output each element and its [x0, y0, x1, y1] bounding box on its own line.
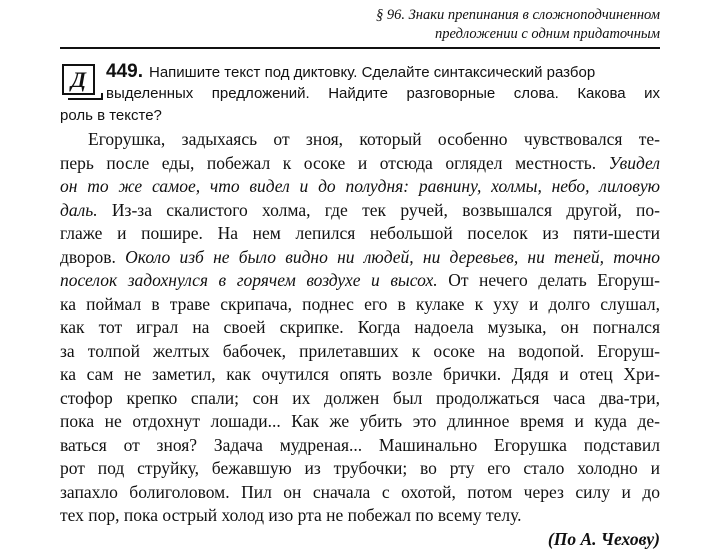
header-rule — [60, 47, 660, 49]
highlighted-sentence-fragment: Увидел — [608, 152, 660, 173]
task-line-1 — [60, 61, 660, 83]
dictation-text — [60, 128, 660, 551]
highlighted-sentence-fragment: Около изб не было видно ни людей, ни деревьев, ни теней, точно — [125, 246, 660, 267]
text-fragment: глаже и пошире. На нем лепился небольшой поселок из пяти-шести — [60, 223, 660, 243]
text-fragment: за толпой желтых бабочек, прилетавших к осоке на водопой. Егоруш- — [60, 340, 660, 361]
text-line — [60, 457, 660, 481]
text-fragment: пока не отдохнут лошади... Как же убить это длинное время и куда де- — [60, 411, 660, 431]
text-line — [60, 152, 660, 176]
text-fragment: рот под струйку, бежавшую из трубочки; во рту его стало холодно и — [60, 458, 660, 478]
instruction-line-1: Напишите текст под диктовку. Сделайте синтаксический разбор — [148, 64, 596, 81]
instruction-line-2: выделенных предложений. Найдите разговорные слова. Какова их — [106, 85, 660, 102]
text-line — [60, 175, 660, 199]
text-fragment: тех пор, пока острый холод изо рта не побежал по всему телу. — [60, 505, 522, 525]
text-line — [60, 387, 660, 411]
text-line — [60, 340, 660, 364]
text-line — [60, 269, 660, 293]
dictation-icon: Д — [62, 64, 95, 95]
highlighted-sentence-fragment: даль. — [60, 199, 98, 220]
text-fragment: запахло болиголовом. Пил он сначала с охотой, потом через силу и до — [60, 481, 660, 502]
text-fragment: Егорушка, задыхаясь от зноя, который особенно чувствовался те- — [88, 129, 660, 149]
running-head-line2: предложении с одним придаточным — [435, 26, 660, 42]
text-fragment: как тот играл на своей скрипке. Когда надоела музыка, он погнался — [60, 317, 660, 337]
text-line — [60, 199, 660, 223]
exercise-number: 449. — [106, 61, 143, 82]
text-line — [60, 434, 660, 458]
text-line — [60, 363, 660, 387]
highlighted-sentence-fragment: поселок задохнулся в горячем воздухе и высох. — [60, 270, 438, 290]
text-fragment: Из-за скалистого холма, где тек ручей, возвышался другой, по- — [97, 199, 660, 220]
text-line — [60, 481, 660, 505]
text-fragment: перь после еды, побежал к осоке и отсюда оглядел местность. — [60, 152, 609, 173]
text-line — [60, 504, 660, 528]
text-line — [60, 246, 660, 270]
highlighted-sentence-fragment: он то же самое, что видел и до полудня: равнину, холмы, небо, лиловую — [60, 176, 660, 196]
text-line — [60, 410, 660, 434]
text-line — [60, 293, 660, 317]
text-line — [60, 316, 660, 340]
running-head — [240, 6, 660, 44]
exercise-task — [60, 61, 660, 127]
text-fragment: ка сам не заметил, как очутился опять возле брички. Дядя и отец Хри- — [60, 364, 660, 384]
text-fragment: ка поймал в траве скрипача, поднес его в кулаке к уху и долго слушал, — [60, 293, 660, 314]
text-fragment: ваться от зноя? Задача мудреная... Машинально Егорушка подставил — [60, 434, 660, 455]
text-line — [60, 128, 660, 152]
instruction-line-3: роль в тексте? — [60, 107, 162, 124]
text-line — [60, 222, 660, 246]
text-fragment: дворов. — [60, 246, 126, 267]
running-head-line1: § 96. Знаки препинания в сложноподчиненном — [375, 7, 660, 23]
source-attribution: (По А. Чехову) — [547, 528, 660, 549]
text-fragment: стофор крепко спали; сон их должен был продолжаться часа два-три, — [60, 387, 660, 408]
text-fragment: От нечего делать Егоруш- — [437, 270, 660, 290]
